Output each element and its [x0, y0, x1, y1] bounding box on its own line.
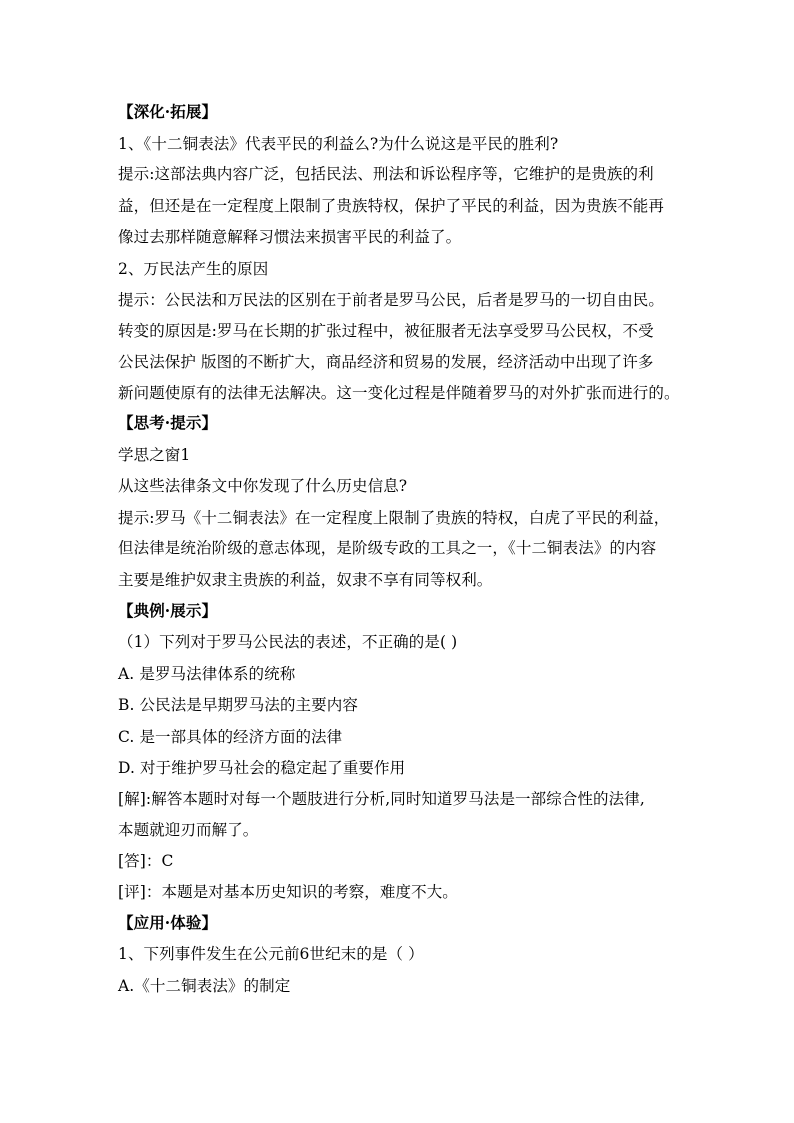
window-title: 学思之窗1	[118, 446, 191, 464]
hint-line: 公民法保护 版图的不断扩大，商品经济和贸易的发展，经济活动中出现了许多	[118, 353, 654, 371]
answer: [答]：C	[118, 852, 174, 870]
explanation-line: [解]:解答本题时对每一个题肢进行分析,同时知道罗马法是一部综合性的法律,	[118, 790, 645, 808]
option-a: A. 是罗马法律体系的统称	[118, 665, 296, 683]
option-c: C. 是一部具体的经济方面的法律	[118, 728, 343, 746]
option-b: B. 公民法是早期罗马法的主要内容	[118, 696, 358, 714]
hint-line: 主要是维护奴隶主贵族的利益，奴隶不享有同等权利。	[118, 571, 493, 589]
app-option-a: A.《十二铜表法》的制定	[118, 977, 291, 995]
section-heading-apply: 【应用·体验】	[118, 913, 218, 932]
comment: [评]：本题是对基本历史知识的考察，难度不大。	[118, 883, 458, 901]
section-heading-example: 【典例·展示】	[118, 601, 218, 620]
section-heading-think: 【思考·提示】	[118, 413, 218, 432]
hint-line: 提示:罗马《十二铜表法》在一定程度上限制了贵族的特权，白虎了平民的利益，	[118, 509, 670, 527]
example-question: （1）下列对于罗马公民法的表述，不正确的是( )	[118, 633, 458, 651]
hint-line: 转变的原因是:罗马在长期的扩张过程中，被征服者无法享受罗马公民权，不受	[118, 322, 654, 340]
option-d: D. 对于维护罗马社会的稳定起了重要作用	[118, 759, 406, 777]
hint-line: 提示：公民法和万民法的区别在于前者是罗马公民，后者是罗马的一切自由民。	[118, 291, 665, 309]
window-question: 从这些法律条文中你发现了什么历史信息?	[118, 477, 408, 495]
hint-line: 新问题使原有的法律无法解决。这一变化过程是伴随着罗马的对外扩张而进行的。	[118, 384, 680, 402]
explanation-line: 本题就迎刃而解了。	[118, 821, 259, 839]
hint-line: 提示:这部法典内容广泛，包括民法、刑法和诉讼程序等，它维护的是贵族的利	[118, 165, 654, 183]
hint-line: 像过去那样随意解释习惯法来损害平民的利益了。	[118, 228, 462, 246]
hint-line: 但法律是统治阶级的意志体现，是阶级专政的工具之一，《十二铜表法》的内容	[118, 539, 657, 557]
question-2: 2、万民法产生的原因	[118, 260, 269, 278]
section-heading-deepen: 【深化·拓展】	[118, 102, 218, 121]
app-question-1: 1、下列事件发生在公元前6世纪末的是（ ）	[118, 945, 424, 963]
question-1: 1、《十二铜表法》代表平民的利益么?为什么说这是平民的胜利?	[118, 135, 559, 153]
hint-line: 益，但还是在一定程度上限制了贵族特权，保护了平民的利益，因为贵族不能再	[118, 197, 665, 215]
